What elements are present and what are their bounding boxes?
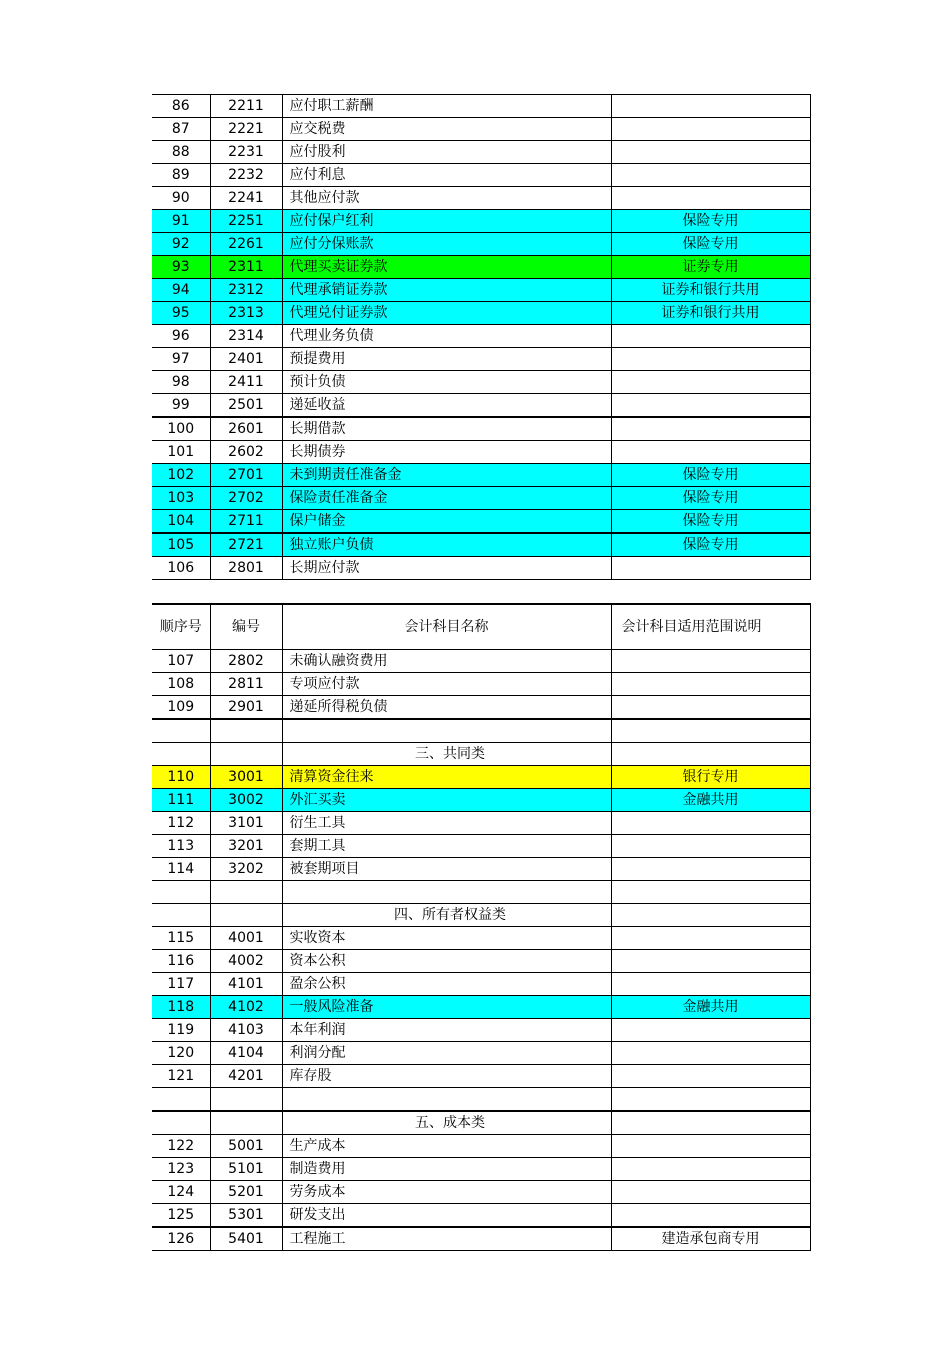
seq-cell: 112	[152, 812, 210, 835]
seq-cell: 99	[152, 394, 210, 418]
name-cell: 应付股利	[282, 141, 611, 164]
table-row	[152, 927, 810, 950]
code-cell: 4201	[210, 1065, 282, 1088]
seq-cell: 94	[152, 279, 210, 302]
seq-cell: 100	[152, 417, 210, 441]
code-cell: 5301	[210, 1204, 282, 1228]
table-row	[152, 1227, 810, 1251]
code-cell: 2232	[210, 164, 282, 187]
name-cell: 应付保户红利	[282, 210, 611, 233]
name-cell: 独立账户负债	[282, 533, 611, 557]
blank-row	[152, 719, 810, 743]
code-cell: 5001	[210, 1135, 282, 1158]
table-row	[152, 950, 810, 973]
name-cell: 盈余公积	[282, 973, 611, 996]
code-cell: 4104	[210, 1042, 282, 1065]
code-cell: 3201	[210, 835, 282, 858]
scope-cell: 保险专用	[611, 210, 810, 233]
table-row	[152, 1135, 810, 1158]
code-cell: 2802	[210, 650, 282, 673]
seq-cell: 89	[152, 164, 210, 187]
table-row	[152, 858, 810, 881]
table-row	[152, 233, 810, 256]
code-cell: 2602	[210, 441, 282, 464]
code-cell: 2801	[210, 557, 282, 580]
name-cell: 应付职工薪酬	[282, 95, 611, 118]
name-cell: 应付分保账款	[282, 233, 611, 256]
scope-cell: 保险专用	[611, 510, 810, 534]
name-cell: 未确认融资费用	[282, 650, 611, 673]
code-cell: 4101	[210, 973, 282, 996]
seq-cell: 102	[152, 464, 210, 487]
table2-body	[152, 604, 810, 1251]
scope-cell	[611, 881, 810, 904]
seq-cell: 120	[152, 1042, 210, 1065]
scope-cell	[611, 141, 810, 164]
table-row	[152, 789, 810, 812]
code-cell: 5401	[210, 1227, 282, 1251]
name-cell: 预提费用	[282, 348, 611, 371]
code-cell: 4002	[210, 950, 282, 973]
seq-cell: 105	[152, 533, 210, 557]
scope-cell	[611, 394, 810, 418]
scope-cell	[611, 812, 810, 835]
code-cell: 5101	[210, 1158, 282, 1181]
scope-cell	[611, 696, 810, 720]
scope-cell	[611, 835, 810, 858]
table-row	[152, 696, 810, 720]
category-header-row	[152, 1111, 810, 1135]
seq-cell	[152, 719, 210, 743]
code-cell: 4102	[210, 996, 282, 1019]
name-cell: 资本公积	[282, 950, 611, 973]
name-cell: 一般风险准备	[282, 996, 611, 1019]
scope-cell	[611, 1158, 810, 1181]
table-row	[152, 1204, 810, 1228]
seq-cell: 115	[152, 927, 210, 950]
code-cell: 5201	[210, 1181, 282, 1204]
table-header-row	[152, 604, 810, 650]
seq-cell: 86	[152, 95, 210, 118]
blank-row	[152, 1088, 810, 1112]
scope-cell	[611, 650, 810, 673]
name-cell: 长期债券	[282, 441, 611, 464]
scope-cell: 金融共用	[611, 996, 810, 1019]
scope-cell	[611, 1088, 810, 1112]
scope-cell	[611, 164, 810, 187]
seq-cell	[152, 1111, 210, 1135]
code-cell	[210, 719, 282, 743]
scope-cell	[611, 1204, 810, 1228]
name-cell: 清算资金往来	[282, 766, 611, 789]
code-cell: 2901	[210, 696, 282, 720]
table-row	[152, 348, 810, 371]
scope-cell: 保险专用	[611, 464, 810, 487]
seq-cell: 123	[152, 1158, 210, 1181]
code-cell: 2721	[210, 533, 282, 557]
table-row	[152, 371, 810, 394]
table1-body	[152, 95, 810, 580]
code-cell	[210, 904, 282, 927]
scope-cell: 证券专用	[611, 256, 810, 279]
code-cell	[210, 1111, 282, 1135]
seq-cell: 116	[152, 950, 210, 973]
blank-row	[152, 881, 810, 904]
code-cell: 2241	[210, 187, 282, 210]
code-cell: 2261	[210, 233, 282, 256]
seq-cell	[152, 881, 210, 904]
table-row	[152, 210, 810, 233]
table-row	[152, 256, 810, 279]
table-row	[152, 1065, 810, 1088]
code-cell	[210, 1088, 282, 1112]
seq-cell: 98	[152, 371, 210, 394]
name-cell: 库存股	[282, 1065, 611, 1088]
seq-cell: 126	[152, 1227, 210, 1251]
scope-cell	[611, 950, 810, 973]
name-cell	[282, 719, 611, 743]
table-row	[152, 766, 810, 789]
seq-cell: 117	[152, 973, 210, 996]
seq-cell: 113	[152, 835, 210, 858]
accounts-table-part1	[152, 94, 811, 580]
scope-cell	[611, 95, 810, 118]
name-cell: 应交税费	[282, 118, 611, 141]
seq-cell: 109	[152, 696, 210, 720]
code-cell: 2811	[210, 673, 282, 696]
table-row	[152, 325, 810, 348]
table-row	[152, 487, 810, 510]
code-cell: 2601	[210, 417, 282, 441]
header-seq: 顺序号	[152, 604, 210, 650]
name-cell: 衍生工具	[282, 812, 611, 835]
seq-cell: 97	[152, 348, 210, 371]
category-title: 四、所有者权益类	[282, 904, 611, 927]
table-row	[152, 279, 810, 302]
category-title: 五、成本类	[282, 1111, 611, 1135]
scope-cell: 证券和银行共用	[611, 279, 810, 302]
name-cell: 实收资本	[282, 927, 611, 950]
seq-cell: 101	[152, 441, 210, 464]
scope-cell	[611, 927, 810, 950]
scope-cell	[611, 118, 810, 141]
table-row	[152, 394, 810, 418]
seq-cell: 121	[152, 1065, 210, 1088]
scope-cell	[611, 858, 810, 881]
scope-cell	[611, 371, 810, 394]
table-row	[152, 673, 810, 696]
seq-cell: 90	[152, 187, 210, 210]
seq-cell: 88	[152, 141, 210, 164]
scope-cell: 证券和银行共用	[611, 302, 810, 325]
scope-cell: 保险专用	[611, 233, 810, 256]
name-cell: 代理承销证券款	[282, 279, 611, 302]
name-cell: 劳务成本	[282, 1181, 611, 1204]
scope-cell: 保险专用	[611, 487, 810, 510]
code-cell: 3202	[210, 858, 282, 881]
name-cell: 研发支出	[282, 1204, 611, 1228]
seq-cell: 108	[152, 673, 210, 696]
table-row	[152, 533, 810, 557]
name-cell	[282, 881, 611, 904]
scope-cell	[611, 1042, 810, 1065]
accounts-table-part2	[152, 603, 811, 1251]
name-cell: 套期工具	[282, 835, 611, 858]
name-cell: 本年利润	[282, 1019, 611, 1042]
seq-cell: 104	[152, 510, 210, 534]
code-cell: 2221	[210, 118, 282, 141]
seq-cell: 111	[152, 789, 210, 812]
scope-cell	[611, 673, 810, 696]
seq-cell: 96	[152, 325, 210, 348]
table-row	[152, 464, 810, 487]
scope-cell	[611, 325, 810, 348]
scope-cell	[611, 1135, 810, 1158]
seq-cell: 114	[152, 858, 210, 881]
code-cell: 4103	[210, 1019, 282, 1042]
name-cell: 长期应付款	[282, 557, 611, 580]
table-row	[152, 141, 810, 164]
table-row	[152, 1019, 810, 1042]
category-title: 三、共同类	[282, 743, 611, 766]
table-row	[152, 996, 810, 1019]
seq-cell: 92	[152, 233, 210, 256]
category-header-row	[152, 743, 810, 766]
table-row	[152, 302, 810, 325]
code-cell	[210, 743, 282, 766]
code-cell: 2231	[210, 141, 282, 164]
seq-cell: 124	[152, 1181, 210, 1204]
code-cell: 4001	[210, 927, 282, 950]
name-cell: 生产成本	[282, 1135, 611, 1158]
name-cell: 保户储金	[282, 510, 611, 534]
scope-cell	[611, 719, 810, 743]
seq-cell: 106	[152, 557, 210, 580]
scope-cell	[611, 743, 810, 766]
scope-cell: 建造承包商专用	[611, 1227, 810, 1251]
name-cell: 代理业务负债	[282, 325, 611, 348]
table-row	[152, 973, 810, 996]
header-code: 编号	[210, 604, 282, 650]
table-row	[152, 510, 810, 534]
seq-cell: 107	[152, 650, 210, 673]
code-cell: 3002	[210, 789, 282, 812]
code-cell: 2211	[210, 95, 282, 118]
scope-cell	[611, 187, 810, 210]
name-cell: 递延所得税负债	[282, 696, 611, 720]
seq-cell: 95	[152, 302, 210, 325]
code-cell: 2701	[210, 464, 282, 487]
scope-cell	[611, 1181, 810, 1204]
scope-cell	[611, 904, 810, 927]
seq-cell	[152, 743, 210, 766]
name-cell: 代理兑付证券款	[282, 302, 611, 325]
table-row	[152, 187, 810, 210]
seq-cell: 125	[152, 1204, 210, 1228]
code-cell: 2314	[210, 325, 282, 348]
seq-cell: 119	[152, 1019, 210, 1042]
scope-cell: 银行专用	[611, 766, 810, 789]
header-scope: 会计科目适用范围说明	[611, 604, 810, 650]
code-cell: 2501	[210, 394, 282, 418]
name-cell: 被套期项目	[282, 858, 611, 881]
code-cell	[210, 881, 282, 904]
seq-cell: 103	[152, 487, 210, 510]
name-cell: 长期借款	[282, 417, 611, 441]
table-row	[152, 118, 810, 141]
table-row	[152, 1158, 810, 1181]
code-cell: 2313	[210, 302, 282, 325]
seq-cell: 110	[152, 766, 210, 789]
code-cell: 3101	[210, 812, 282, 835]
name-cell: 制造费用	[282, 1158, 611, 1181]
name-cell: 专项应付款	[282, 673, 611, 696]
scope-cell	[611, 1111, 810, 1135]
seq-cell: 93	[152, 256, 210, 279]
seq-cell: 91	[152, 210, 210, 233]
code-cell: 2311	[210, 256, 282, 279]
header-name: 会计科目名称	[282, 604, 611, 650]
table-row	[152, 417, 810, 441]
code-cell: 2711	[210, 510, 282, 534]
code-cell: 2251	[210, 210, 282, 233]
table-row	[152, 95, 810, 118]
scope-cell	[611, 557, 810, 580]
name-cell	[282, 1088, 611, 1112]
scope-cell	[611, 973, 810, 996]
seq-cell: 118	[152, 996, 210, 1019]
name-cell: 利润分配	[282, 1042, 611, 1065]
table-row	[152, 1181, 810, 1204]
table-row	[152, 164, 810, 187]
seq-cell: 122	[152, 1135, 210, 1158]
name-cell: 其他应付款	[282, 187, 611, 210]
name-cell: 应付利息	[282, 164, 611, 187]
name-cell: 工程施工	[282, 1227, 611, 1251]
table-row	[152, 812, 810, 835]
scope-cell: 保险专用	[611, 533, 810, 557]
scope-cell	[611, 1065, 810, 1088]
seq-cell	[152, 904, 210, 927]
name-cell: 递延收益	[282, 394, 611, 418]
code-cell: 2401	[210, 348, 282, 371]
scope-cell	[611, 348, 810, 371]
table-row	[152, 557, 810, 580]
scope-cell: 金融共用	[611, 789, 810, 812]
name-cell: 预计负债	[282, 371, 611, 394]
table-row	[152, 1042, 810, 1065]
table-row	[152, 650, 810, 673]
seq-cell	[152, 1088, 210, 1112]
scope-cell	[611, 1019, 810, 1042]
code-cell: 3001	[210, 766, 282, 789]
code-cell: 2702	[210, 487, 282, 510]
name-cell: 保险责任准备金	[282, 487, 611, 510]
name-cell: 外汇买卖	[282, 789, 611, 812]
table-row	[152, 835, 810, 858]
name-cell: 代理买卖证券款	[282, 256, 611, 279]
scope-cell	[611, 441, 810, 464]
seq-cell: 87	[152, 118, 210, 141]
category-header-row	[152, 904, 810, 927]
code-cell: 2411	[210, 371, 282, 394]
code-cell: 2312	[210, 279, 282, 302]
scope-cell	[611, 417, 810, 441]
table-row	[152, 441, 810, 464]
name-cell: 未到期责任准备金	[282, 464, 611, 487]
